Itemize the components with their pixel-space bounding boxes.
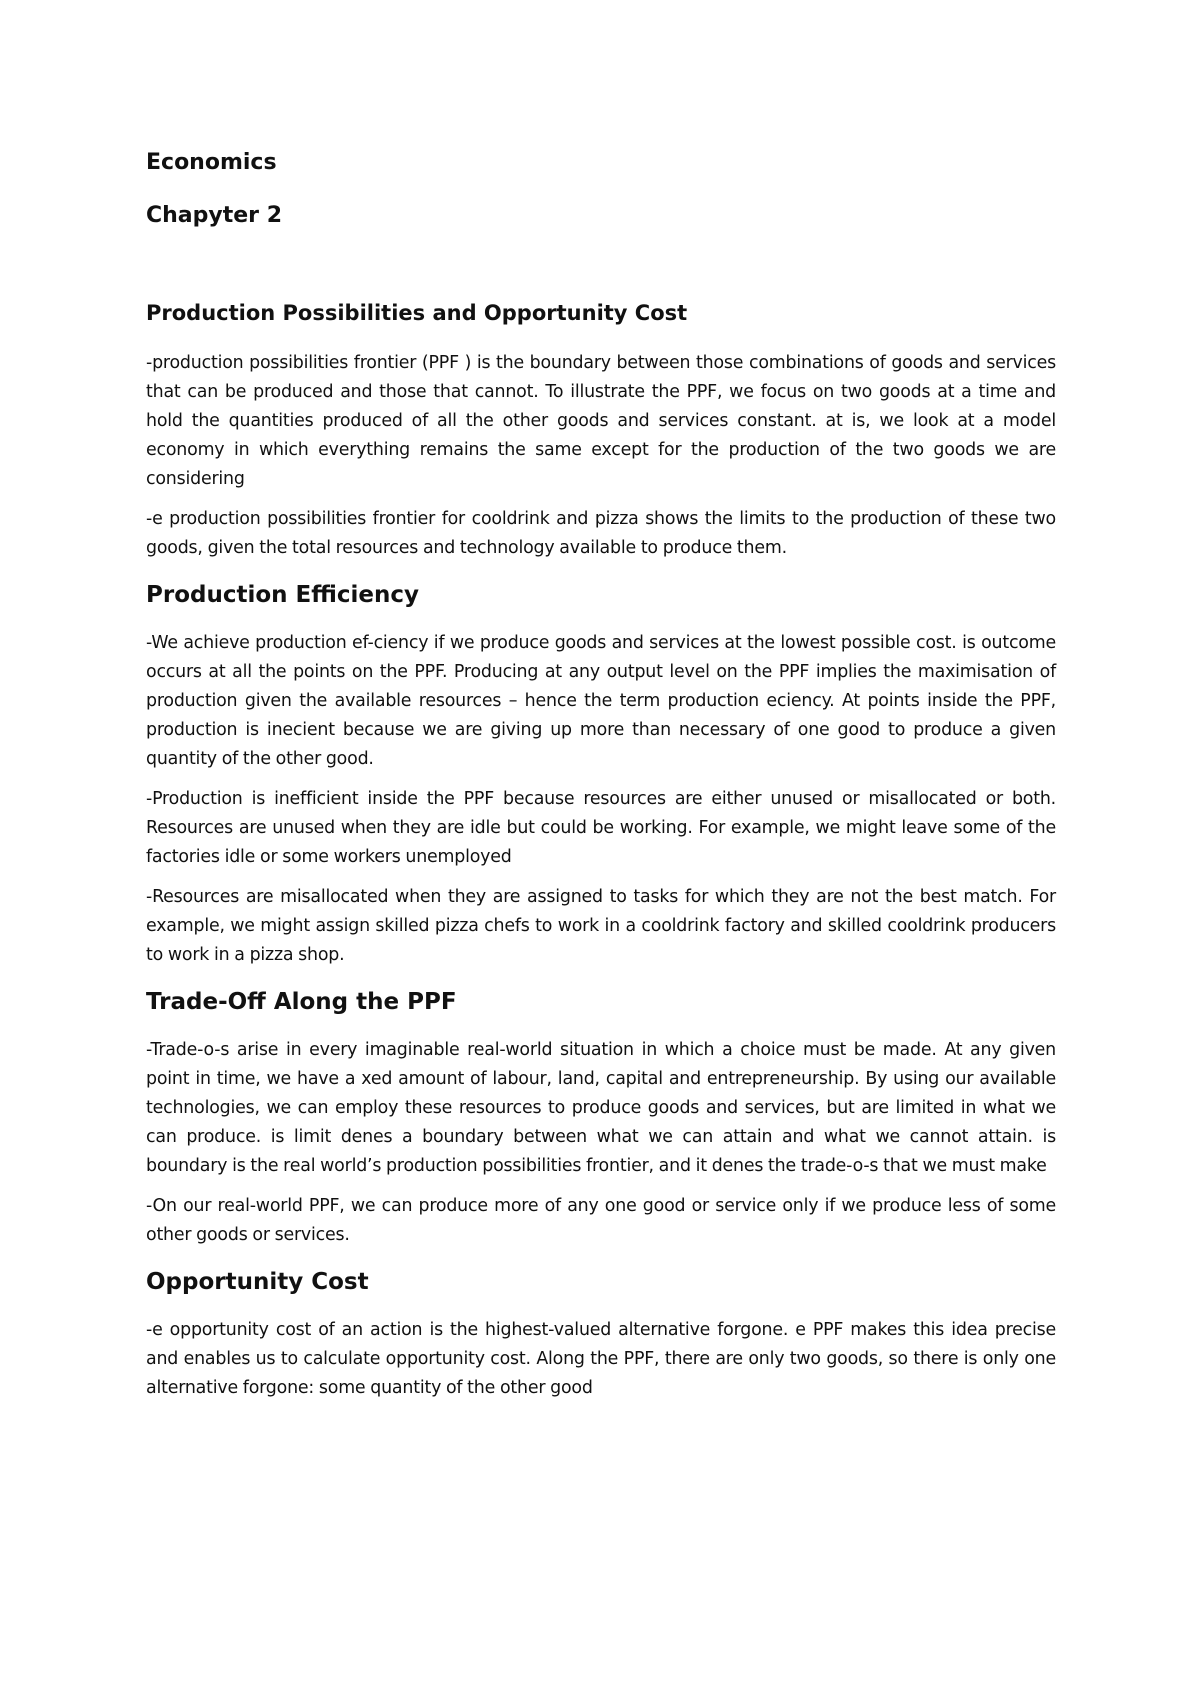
paragraph-misallocation: -Resources are misallocated when they are assigned to tasks for which they are not the best match. For example, we might assign skilled pizza chefs to work in a cooldrink factory and skilled cooldrink producers to work in a pizza shop. <box>146 887 1056 965</box>
section-heading-production-possibilities: Production Possibilities and Opportunity Cost <box>146 301 688 325</box>
section-heading-production-efficiency: Production Efficiency <box>146 582 420 608</box>
document-title: Economics <box>146 150 277 175</box>
section-heading-opportunity-cost: Opportunity Cost <box>146 1269 369 1295</box>
paragraph-opportunity-cost: -e opportunity cost of an action is the highest-valued alternative forgone. e PPF makes this idea precise and enables us to calculate opportunity cost. Along the PPF, there are only two goods, so there is only one alternative forgone: some quantity of the other good <box>146 1320 1056 1398</box>
paragraph-ppf-definition: -production possibilities frontier (PPF ) is the boundary between those combinations of goods and services that can be produced and those that cannot. To illustrate the PPF, we focus on two goods at a time and hold the quantities produced of all the other goods and services constant. at is, we look at a model economy in which everything remains the same except for the production of the two goods we are considering <box>146 353 1056 489</box>
chapter-label: Chapyter 2 <box>146 203 282 228</box>
paragraph-ppf-limits: -e production possibilities frontier for cooldrink and pizza shows the limits to the production of these two goods, given the total resources and technology available to produce them. <box>146 509 1056 558</box>
paragraph-efficiency-definition: -We achieve production ef-ciency if we produce goods and services at the lowest possible cost. is outcome occurs at all the points on the PPF. Producing at any output level on the PPF implies the maximisation of production given the available resources – hence the term production eciency. At points inside the PPF, production is inecient because we are giving up more than necessary of one good to produce a given quantity of the other good. <box>146 633 1056 769</box>
section-heading-trade-off: Trade-Off Along the PPF <box>146 989 457 1015</box>
paragraph-trade-offs: -Trade-o-s arise in every imaginable real-world situation in which a choice must be made. At any given point in time, we have a xed amount of labour, land, capital and entrepreneurship. By using our available technologies, we can employ these resources to produce goods and services, but are limited in what we can produce. is limit denes a boundary between what we can attain and what we cannot attain. is boundary is the real world’s production possibilities frontier, and it denes the trade-o-s that we must make <box>146 1040 1056 1176</box>
paragraph-real-world-ppf: -On our real-world PPF, we can produce more of any one good or service only if we produce less of some other goods or services. <box>146 1196 1056 1245</box>
paragraph-inefficiency: -Production is inefficient inside the PPF because resources are either unused or misallocated or both. Resources are unused when they are idle but could be working. For example, we might leave some of the factories idle or some workers unemployed <box>146 789 1056 867</box>
document-content <box>146 148 1056 1403</box>
